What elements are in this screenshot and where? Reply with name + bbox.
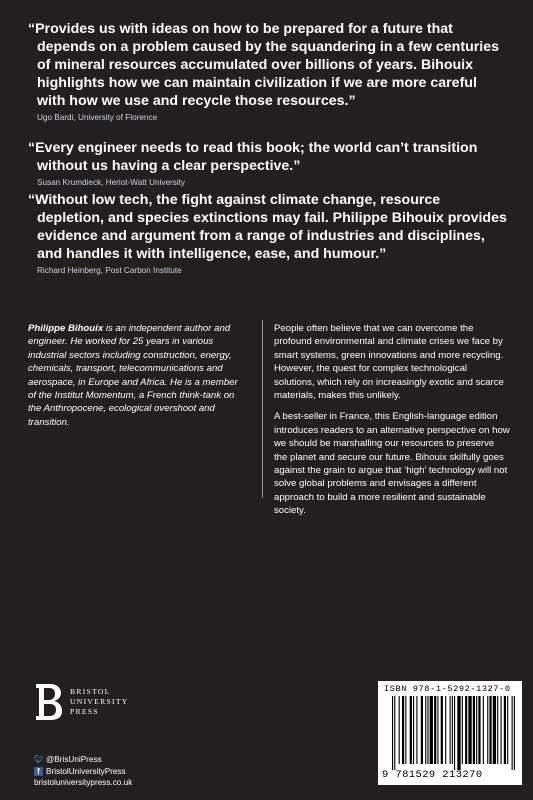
author-bio [28, 322, 248, 429]
publisher-name [70, 687, 129, 717]
facebook-page: BristolUniversityPress [46, 766, 126, 776]
barcode-bar [427, 696, 428, 764]
barcode-bar [507, 696, 508, 764]
twitter-handle-row [34, 754, 132, 766]
bristol-university-press-b-icon [34, 682, 64, 722]
barcode-bar [425, 696, 426, 764]
barcode-bar [413, 696, 414, 764]
barcode-bar [476, 696, 477, 764]
author-bio-text: is an independent author and engineer. He worked for 25 years in various industrial sectors including construction, energy, chemicals, transport, telecommunications and aerospace, in Europe and Africa. He is a member of the Institut Momentum, a French think-tank on the Anthropocene, ecological overshoot and transition. [28, 323, 238, 428]
barcode-bar [421, 696, 423, 764]
publisher-name-line: UNIVERSITY [70, 697, 129, 706]
description-paragraph: People often believe that we can overcome the profound environmental and climate crises we face by smart systems, green innovations and more recycling. However, the quest for complex technological solutions, which rely on increasingly exotic and scarce materials, makes this unlikely. [274, 323, 504, 402]
barcode-bar [514, 696, 515, 770]
barcode-bar [399, 696, 400, 764]
barcode-bar [437, 696, 438, 764]
barcode-bar [478, 696, 480, 764]
barcode-bar [487, 696, 488, 764]
barcode-bar [441, 696, 443, 764]
publisher-website: bristoluniversitypress.co.uk [34, 778, 133, 787]
barcode-bar [405, 696, 406, 764]
quote-heinberg [28, 191, 508, 276]
quote-text: “Provides us with ideas on how to be prepared for a future that depends on a problem caused by the squandering in a few centuries of mineral resources accumulated over billions of years. Bihouix highlights how we can maintain civilization if we are more careful with how we use and recycle those resources.” [28, 21, 499, 109]
barcode-bar [497, 696, 498, 764]
barcode-bar [430, 696, 433, 764]
author-name: Philippe Bihouix [28, 323, 104, 334]
barcode-bar [434, 696, 436, 764]
barcode-bar [504, 696, 506, 764]
quote-text: “Every engineer needs to read this book; the world can’t transition without us having a clear perspective.” [28, 140, 478, 174]
barcode-bar [445, 696, 446, 764]
book-description [274, 322, 510, 526]
barcode-bar [452, 696, 453, 764]
publisher-name-line: BRISTOL [70, 687, 111, 696]
quote-author: Susan Krumdieck, Heriot-Watt University [37, 178, 186, 187]
facebook-f-icon: f [34, 767, 43, 776]
website-row [34, 777, 132, 789]
barcode-bar [392, 696, 393, 770]
barcode-bar [501, 696, 502, 764]
twitter-bird-icon: 🐦︎ [34, 755, 45, 765]
quote-author: Ugo Bardi, University of Florence [37, 113, 158, 122]
quote-bardi [28, 20, 508, 123]
barcode-bar [489, 696, 491, 764]
barcode-bar [450, 696, 451, 764]
isbn-barcode [378, 681, 522, 785]
isbn-number: ISBN 978-1-5292-1327-0 [384, 684, 511, 694]
barcode-bar [402, 696, 404, 764]
publisher-contacts [34, 754, 132, 789]
quote-text: “Without low tech, the fight against climate change, resource depletion, and species extinctions may fail. Philippe Bihouix provides evidence and argument from a range of industries and disciplines, and handles it with intelligence, ease, and humour.” [28, 192, 507, 262]
barcode-bar [416, 696, 417, 764]
barcode-bar [410, 696, 412, 764]
barcode-bar [473, 696, 475, 764]
barcode-bar [457, 696, 460, 770]
twitter-handle: @BrisUniPress [46, 755, 102, 764]
quote-krumdieck [28, 139, 508, 188]
column-divider [262, 320, 263, 498]
barcode-bar [483, 696, 484, 764]
barcode-digits: 9 781529 213270 [382, 769, 483, 781]
publisher-name-line: PRESS [70, 707, 99, 716]
description-paragraph: A best-seller in France, this English-language edition introduces readers to an alternative perspective on how we should be marshalling our resources to preserve the planet and secure our future. Bihouix skilfully goes against the grain to argue that ‘high’ technology will not solve global problems and envisages a different approach to build a more resilient and sustainable society. [274, 411, 510, 517]
quote-author: Richard Heinberg, Post Carbon Institute [37, 266, 182, 275]
barcode-bar [468, 696, 471, 764]
facebook-page-row [34, 766, 132, 778]
barcode-bar [394, 696, 395, 770]
barcode-bar [454, 696, 455, 770]
barcode-bars [392, 696, 516, 770]
barcode-bar [462, 696, 463, 764]
barcode-bar [493, 696, 496, 764]
publisher-logo [34, 682, 129, 722]
barcode-bar [512, 696, 513, 770]
barcode-bar [465, 696, 467, 764]
